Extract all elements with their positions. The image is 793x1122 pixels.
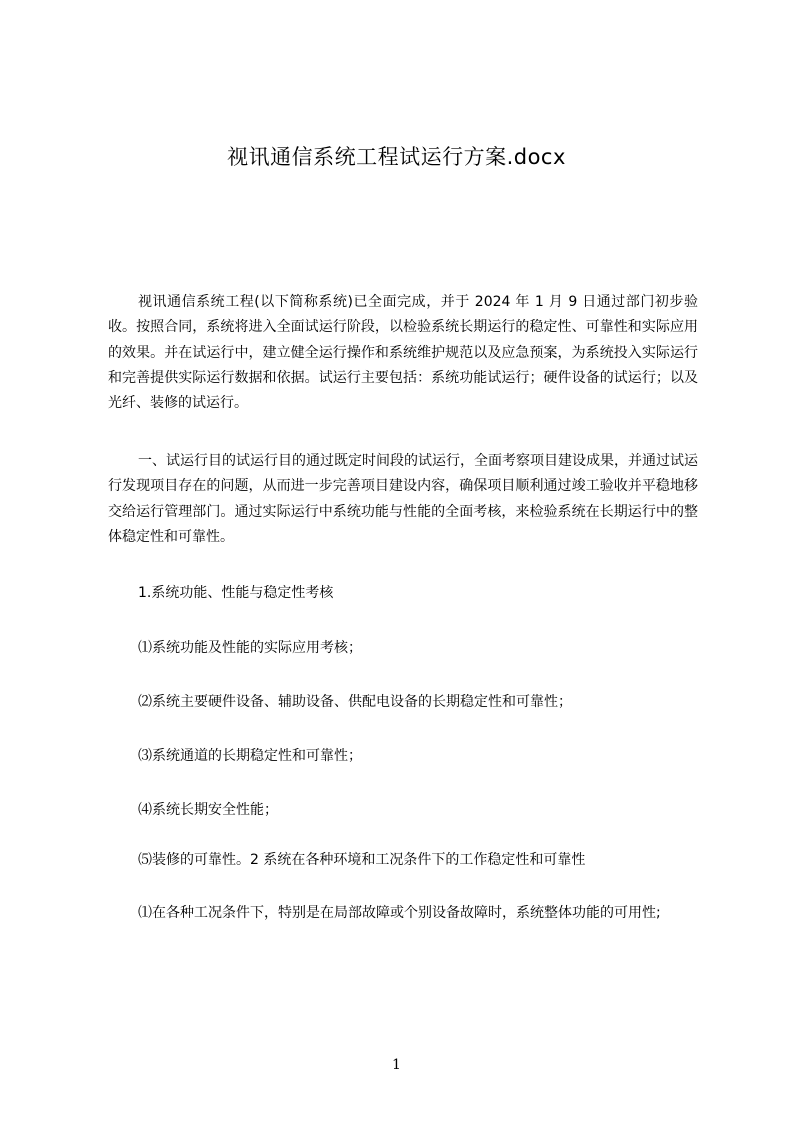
list-item: ⑵系统主要硬件设备、辅助设备、供配电设备的长期稳定性和可靠性； <box>138 694 572 710</box>
list-item: ⑸装修的可靠性。2 系统在各种环境和工况条件下的工作稳定性和可靠性 <box>138 852 586 868</box>
list-item: ⑴在各种工况条件下，特别是在局部故障或个别设备故障时，系统整体功能的可用性; <box>138 905 661 921</box>
list-item: ⑴系统功能及性能的实际应用考核； <box>138 640 362 656</box>
list-item: ⑷系统长期安全性能； <box>138 802 278 818</box>
list-item-heading-1: 1.系统功能、性能与稳定性考核 <box>138 585 334 601</box>
intro-paragraph: 视讯通信系统工程(以下简称系统)已全面完成，并于 2024 年 1 月 9 日通过部门初步验收。按照合同，系统将进入全面试运行阶段，以检验系统长期运行的稳定性、可靠性和实际应用的效果。并在试运行中，建立健全运行操作和系统维护规范以及应急预案，为系统投入实际运行和完善提供实际运行数据和依据。试运行主要包括：系统功能试运行；硬件设备的试运行；以及光纤、装修的试运行。 <box>108 294 698 412</box>
purpose-paragraph: 一、试运行目的试运行目的通过既定时间段的试运行，全面考察项目建设成果，并通过试运行发现项目存在的问题，从而进一步完善项目建设内容，确保项目顺利通过竣工验收并平稳地移交给运行管理部门。通过实际运行中系统功能与性能的全面考核，来检验系统在长期运行中的整体稳定性和可靠性。 <box>108 453 698 545</box>
list-item: ⑶系统通道的长期稳定性和可靠性； <box>138 748 362 764</box>
page-number: 1 <box>392 1057 401 1073</box>
document-title: 视讯通信系统工程试运行方案.docx <box>227 145 566 169</box>
